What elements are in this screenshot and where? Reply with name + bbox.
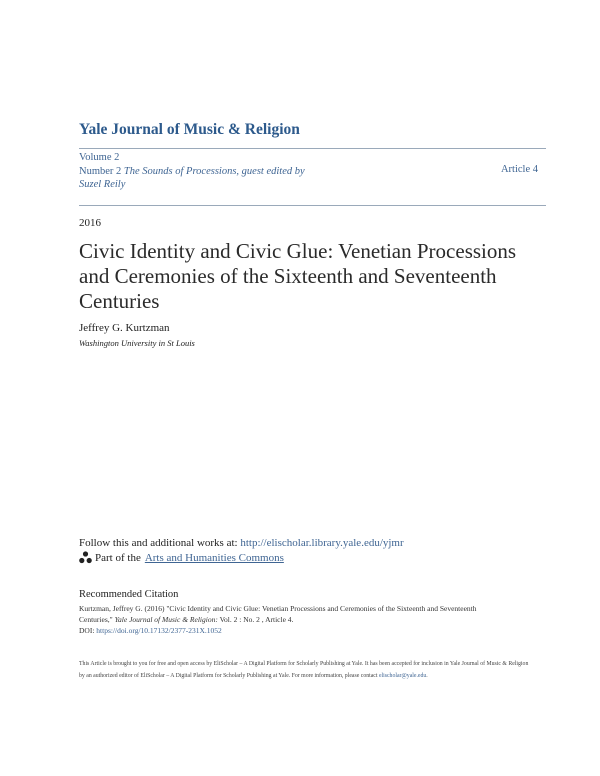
recommended-citation-heading: Recommended Citation (79, 589, 179, 600)
article-number: Article 4 (500, 164, 538, 175)
citation-prefix: Centuries," (79, 615, 113, 624)
volume-link[interactable]: Volume 2 (79, 152, 120, 163)
volume-info (79, 151, 305, 192)
journal-title[interactable]: Yale Journal of Music & Religion (79, 121, 300, 138)
bottom-divider (79, 205, 546, 206)
part-of-prefix: Part of the (95, 551, 141, 564)
citation-doi (79, 625, 539, 636)
access-notice (79, 659, 534, 682)
citation-line-2 (79, 614, 539, 625)
notice-text: This Article is brought to you for free and open access by EliScholar – A Digital Platform for Scholarly Publishing at Yale. It has been accepted for inclusion in Yale Journal of Music & Religion by an authorized editor of EliScholar – A Digital Platform for Scholarly Publishing at Yale. For more information, please contact (79, 661, 529, 679)
author-name: Jeffrey G. Kurtzman (79, 322, 170, 334)
citation-journal: Yale Journal of Music & Religion: (114, 615, 218, 624)
network-commons-icon (79, 551, 92, 564)
issue-editor[interactable]: Suzel Reily (79, 179, 126, 190)
number-link[interactable]: Number 2 (79, 165, 122, 177)
doi-label: DOI: (79, 626, 95, 635)
article-title: Civic Identity and Civic Glue: Venetian Processions and Ceremonies of the Sixteenth and Seventeenth Centuries (79, 239, 517, 313)
part-of-line (79, 551, 284, 564)
repository-link[interactable]: http://elischolar.library.yale.edu/yjmr (240, 537, 404, 549)
contact-email-link[interactable]: elischolar@yale.edu (378, 672, 427, 679)
citation-suffix: Vol. 2 : No. 2 , Article 4. (219, 615, 294, 624)
doi-link[interactable]: https://doi.org/10.17132/2377-231X.1052 (96, 626, 222, 635)
notice-end: . (426, 672, 428, 679)
commons-link[interactable]: Arts and Humanities Commons (144, 551, 284, 564)
citation-line-1: Kurtzman, Jeffrey G. (2016) "Civic Identity and Civic Glue: Venetian Processions and Ceremonies of the Sixteenth and Seventeenth (79, 604, 477, 613)
follow-line (79, 537, 404, 549)
citation-text (79, 603, 539, 636)
author-affiliation: Washington University in St Louis (79, 338, 195, 348)
top-divider (79, 148, 546, 149)
issue-title[interactable]: The Sounds of Processions, guest edited by (123, 165, 305, 177)
follow-prefix: Follow this and additional works at: (79, 537, 238, 549)
publication-year: 2016 (79, 217, 101, 229)
